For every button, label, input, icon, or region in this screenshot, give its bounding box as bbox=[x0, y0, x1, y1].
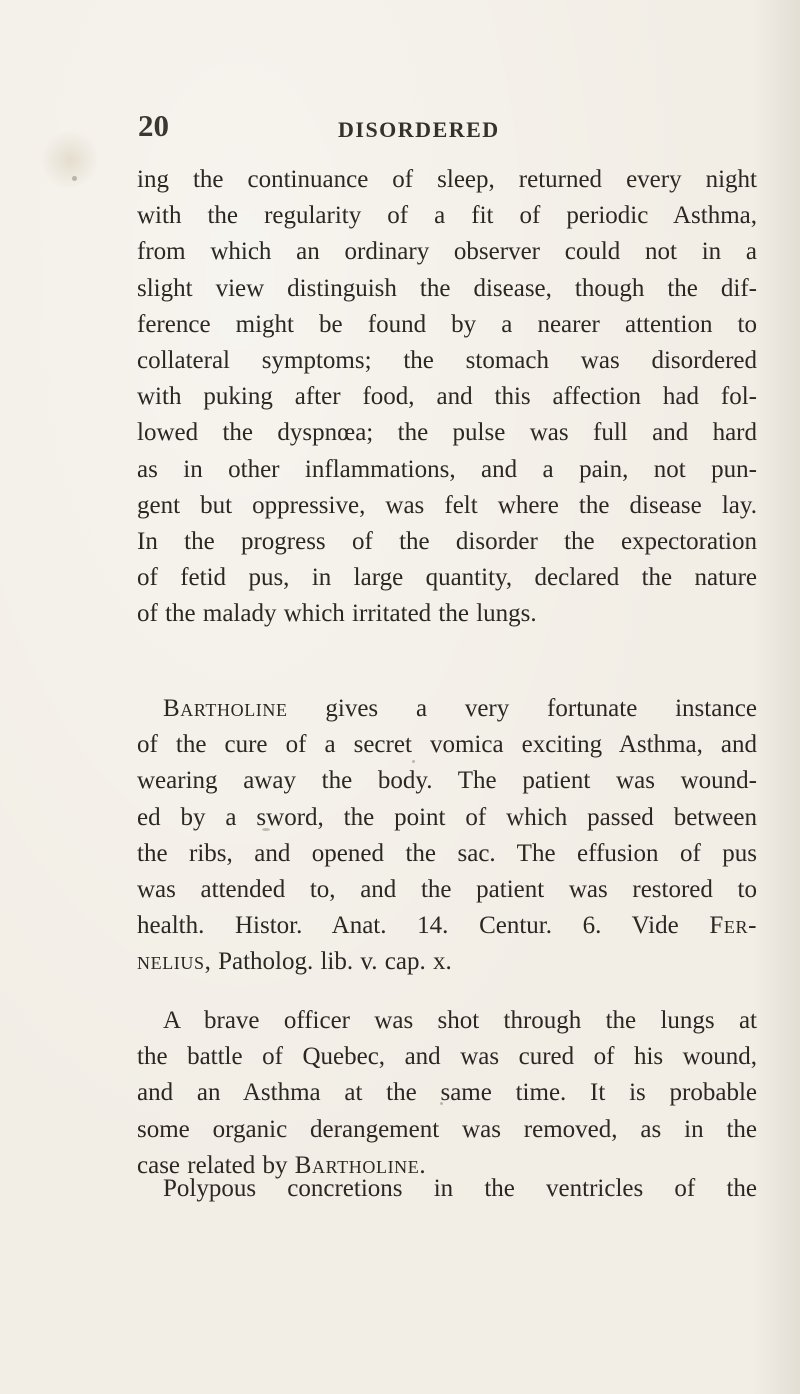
text-line: of fetid pus, in large quantity, declared the nature bbox=[137, 564, 757, 592]
text-line: ed by a sword, the point of which passed between bbox=[137, 803, 757, 831]
paragraph-bartholine bbox=[137, 691, 757, 981]
text-line: In the progress of the disorder the expectoration bbox=[137, 527, 757, 555]
text-run: gives a very fortunate instance bbox=[287, 695, 757, 722]
text-line: lowed the dyspnœa; the pulse was full and hard bbox=[137, 419, 757, 447]
paper-speck bbox=[72, 176, 77, 181]
text-line: Polypous concretions in the ventricles of the bbox=[163, 1175, 757, 1202]
text-line: wearing away the body. The patient was wound- bbox=[137, 767, 757, 795]
text-line: collateral symptoms; the stomach was disordered bbox=[137, 346, 757, 374]
text-line bbox=[137, 908, 757, 944]
text-line: the battle of Quebec, and was cured of his wound, bbox=[137, 1043, 757, 1071]
text-line: with puking after food, and this affection had fol- bbox=[137, 383, 757, 411]
text-line bbox=[137, 944, 757, 980]
text-line: slight view distinguish the disease, though the dif- bbox=[137, 274, 757, 302]
text-run: . bbox=[419, 1151, 426, 1179]
text-line: as in other inflammations, and a pain, not pun- bbox=[137, 455, 757, 483]
text-line: gent but oppressive, was felt where the disease lay. bbox=[137, 491, 757, 519]
author-name: Bartholine bbox=[163, 695, 288, 722]
page-number: 20 bbox=[138, 108, 169, 143]
author-name: nelius bbox=[137, 948, 205, 976]
text-run: health. Histor. Anat. 14. Centur. 6. Vide bbox=[137, 912, 710, 940]
paper-stain bbox=[40, 130, 100, 190]
author-name: Bartholine bbox=[294, 1151, 420, 1179]
text-line: A brave officer was shot through the lungs at bbox=[163, 1007, 757, 1034]
text-run: case related by bbox=[137, 1151, 295, 1179]
paragraph-polypous bbox=[137, 1171, 757, 1207]
text-line: of the malady which irritated the lungs. bbox=[137, 600, 537, 628]
paragraph-quebec bbox=[137, 1003, 757, 1184]
paragraph-continuation bbox=[137, 162, 757, 632]
text-line: ing the continuance of sleep, returned every night bbox=[137, 166, 757, 193]
running-head: DISORDERED bbox=[338, 117, 500, 142]
text-run: , Patholog. lib. v. cap. x. bbox=[204, 948, 452, 976]
author-name: Fer- bbox=[709, 912, 757, 940]
text-line: from which an ordinary observer could not in a bbox=[137, 238, 757, 266]
text-line: of the cure of a secret vomica exciting Asthma, and bbox=[137, 731, 757, 759]
text-line: the ribs, and opened the sac. The effusion of pus bbox=[137, 839, 757, 867]
text-line: was attended to, and the patient was restored to bbox=[137, 875, 757, 903]
text-line: some organic derangement was removed, as in the bbox=[137, 1115, 757, 1143]
text-line: ference might be found by a nearer attention to bbox=[137, 310, 757, 338]
text-line: with the regularity of a fit of periodic Asthma, bbox=[137, 202, 757, 230]
text-line bbox=[137, 691, 757, 727]
text-line: and an Asthma at the same time. It is probable bbox=[137, 1079, 757, 1107]
